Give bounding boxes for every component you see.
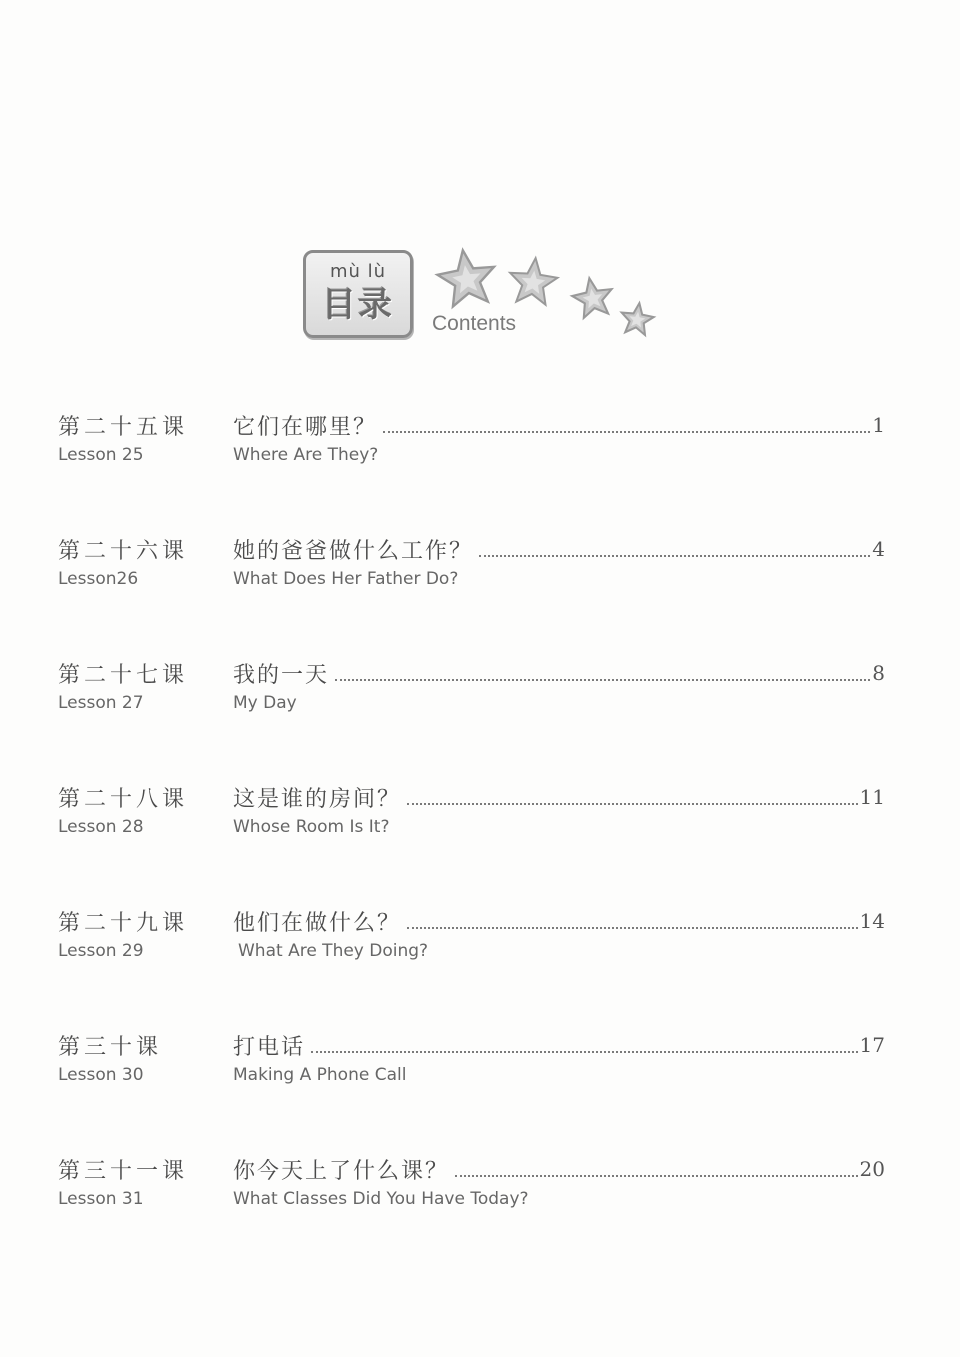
lesson-number-cn: 第二十七课	[58, 662, 189, 688]
toc-entry-en-row	[58, 1062, 885, 1088]
toc-entry-en-row	[58, 814, 885, 840]
toc-entry-cn-row	[58, 906, 885, 936]
toc-entry-cn-row	[58, 782, 885, 812]
dot-leader	[311, 1051, 858, 1053]
dot-leader	[335, 679, 870, 681]
dot-leader	[455, 1175, 858, 1177]
contents-badge	[303, 250, 413, 338]
lesson-number-en: Lesson 30	[58, 1065, 144, 1085]
toc-entry	[58, 1154, 885, 1212]
star-icon	[507, 256, 559, 306]
lesson-title-en: What Are They Doing?	[238, 941, 429, 961]
lesson-number-en: Lesson 31	[58, 1189, 144, 1209]
lesson-title-cn: 他们在做什么？	[233, 910, 402, 936]
toc-entry-cn-row	[58, 1154, 885, 1184]
lesson-title-en: Where Are They?	[233, 445, 379, 465]
lesson-title-en: What Does Her Father Do?	[233, 569, 459, 589]
lesson-title-cn: 我的一天	[233, 662, 330, 688]
dot-leader	[383, 431, 870, 433]
lesson-title-en: Making A Phone Call	[233, 1065, 407, 1085]
badge-pinyin: mù lù	[329, 261, 387, 282]
dot-leader	[407, 803, 858, 805]
toc-entry	[58, 410, 885, 468]
toc-entry-en-row	[58, 938, 885, 964]
lesson-number-cn: 第三十课	[58, 1034, 163, 1060]
page-number: 8	[872, 661, 885, 685]
lesson-title-cn: 打电话	[233, 1034, 306, 1060]
page-number: 4	[872, 537, 885, 561]
page-number: 1	[872, 413, 885, 437]
lesson-title-en: My Day	[233, 693, 297, 713]
lesson-number-cn: 第二十五课	[58, 414, 189, 440]
lesson-number-en: Lesson 25	[58, 445, 144, 465]
lesson-number-cn: 第二十六课	[58, 538, 189, 564]
lesson-title-en: Whose Room Is It?	[233, 817, 390, 837]
page-number: 20	[859, 1157, 885, 1181]
dot-leader	[407, 927, 858, 929]
page-number: 17	[859, 1033, 885, 1057]
toc-entry-en-row	[58, 442, 885, 468]
lesson-number-cn: 第二十八课	[58, 786, 189, 812]
toc-entry	[58, 782, 885, 840]
contents-heading: Contents	[432, 312, 517, 335]
toc-entry-cn-row	[58, 658, 885, 688]
star-icon	[435, 246, 499, 308]
page-number: 11	[859, 785, 885, 809]
toc-entry	[58, 658, 885, 716]
lesson-title-en: What Classes Did You Have Today?	[233, 1189, 529, 1209]
lesson-title-cn: 它们在哪里？	[233, 414, 378, 440]
dot-leader	[479, 555, 870, 557]
toc-entry-cn-row	[58, 410, 885, 440]
toc-entry-en-row	[58, 1186, 885, 1212]
lesson-title-cn: 她的爸爸做什么工作？	[233, 538, 474, 564]
toc-entry	[58, 906, 885, 964]
toc-entry-en-row	[58, 690, 885, 716]
lesson-number-en: Lesson 29	[58, 941, 144, 961]
lesson-number-cn: 第二十九课	[58, 910, 189, 936]
toc-entry-en-row	[58, 566, 885, 592]
lesson-number-en: Lesson 28	[58, 817, 144, 837]
lesson-number-cn: 第三十一课	[58, 1158, 189, 1184]
toc-entry	[58, 1030, 885, 1088]
toc-entry	[58, 534, 885, 592]
lesson-number-en: Lesson 27	[58, 693, 144, 713]
badge-title: 目录	[322, 285, 394, 325]
toc-entry-cn-row	[58, 534, 885, 564]
toc-entry-cn-row	[58, 1030, 885, 1060]
lesson-title-cn: 这是谁的房间？	[233, 786, 402, 812]
lesson-number-en: Lesson26	[58, 569, 139, 589]
page-number: 14	[859, 909, 885, 933]
star-icon	[619, 301, 655, 336]
lesson-title-cn: 你今天上了什么课？	[233, 1158, 450, 1184]
star-icon	[570, 275, 616, 319]
